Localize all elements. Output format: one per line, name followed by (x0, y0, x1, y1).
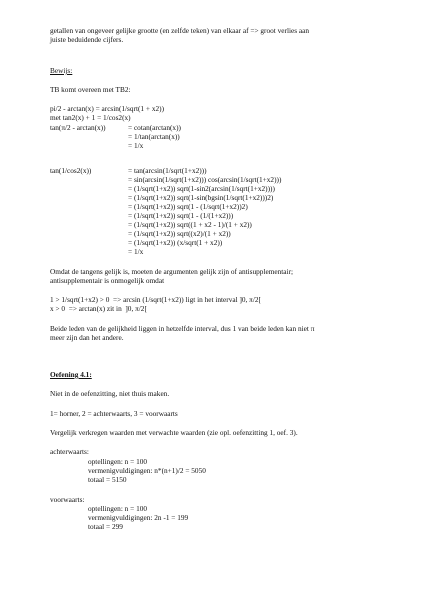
interval-line-2: x > 0 => arctan(x) zit in ]0, π/2[ (50, 304, 147, 313)
cos-block-step: = (1/sqrt(1+x2)) (x/sqrt(1 + x2)) (128, 238, 223, 247)
cos-block-step: = sin(arcsin(1/sqrt(1+x2))) cos(arcsin(1/sqrt(1+x2))) (128, 175, 282, 184)
intro-line-1: getallen van ongeveer gelijke grootte (en zelfde teken) van elkaar af => groot verlies aan (50, 26, 310, 35)
conclusion-line-1: Omdat de tangens gelijk is, moeten de argumenten gelijk zijn of antisupplementair; (50, 267, 294, 276)
achterwaarts-title: achterwaarts: (50, 447, 89, 456)
voorwaarts-item: totaal = 299 (88, 522, 123, 531)
both-sides-line-1: Beide leden van de gelijkheid liggen in hetzelfde interval, dus 1 van beide leden kan niet π (50, 324, 315, 333)
cos-block-step: = (1/sqrt(1+x2)) sqrt(1 - (1/sqrt(1+x2))2) (128, 202, 248, 211)
intro-line-2: juiste beduidende cijfers. (50, 35, 124, 44)
achterwaarts-item: totaal = 5150 (88, 475, 127, 484)
achterwaarts-item: vermenigvuldigingen: n*(n+1)/2 = 5050 (88, 466, 206, 475)
equation-identity: met tan2(x) + 1 = 1/cos2(x) (50, 113, 131, 122)
interval-line-1: 1 > 1/sqrt(1+x2) > 0 => arcsin (1/sqrt(1+x2)) ligt in het interval ]0, π/2[ (50, 295, 261, 304)
cos-block-step: = (1/sqrt(1+x2)) sqrt(1 - (1/(1+x2))) (128, 211, 234, 220)
cos-block-left: tan(1/cos2(x)) (50, 166, 92, 175)
cos-block-step: = (1/sqrt(1+x2)) sqrt(1-sin(bgsin(1/sqrt(1+x2)))2) (128, 193, 274, 202)
voorwaarts-title: voorwaarts: (50, 495, 85, 504)
achterwaarts-item: optellingen: n = 100 (88, 457, 148, 466)
cos-block-step: = (1/sqrt(1+x2)) sqrt((1 + x2 - 1)/(1 + x2)) (128, 220, 252, 229)
tan-block-step: = cotan(arctan(x)) (128, 123, 181, 132)
cos-block-step: = (1/sqrt(1+x2)) sqrt((x2)/(1 + x2)) (128, 229, 231, 238)
voorwaarts-item: vermenigvuldigingen: 2n -1 = 199 (88, 513, 189, 522)
exercise-note: Niet in de oefenzitting, niet thuis maken. (50, 389, 170, 398)
voorwaarts-item: optellingen: n = 100 (88, 504, 148, 513)
both-sides-line-2: meer zijn dan het andere. (50, 333, 124, 342)
cos-block-step: = tan(arcsin(1/sqrt(1+x2))) (128, 166, 207, 175)
cos-block-step: = (1/sqrt(1+x2)) sqrt(1-sin2(arcsin(1/sqrt(1+x2)))) (128, 184, 275, 193)
tan-block-step: = 1/tan(arctan(x)) (128, 132, 180, 141)
tan-block-step: = 1/x (128, 141, 144, 150)
exercise-compare: Vergelijk verkregen waarden met verwachte waarden (zie opl. oefenzitting 1, oef. 3). (50, 428, 298, 437)
equation-arcsin: pi/2 - arctan(x) = arcsin(1/sqrt(1 + x2)) (50, 104, 164, 113)
exercise-legend: 1= horner, 2 = achterwaarts, 3 = voorwaarts (50, 409, 178, 418)
exercise-heading: Oefening 4.1: (50, 370, 92, 379)
tb-statement: TB komt overeen met TB2: (50, 85, 131, 94)
conclusion-line-2: antisupplementair is onmogelijk omdat (50, 276, 165, 285)
cos-block-step: = 1/x (128, 247, 144, 256)
tan-block-left: tan(π/2 - arctan(x)) (50, 123, 106, 132)
proof-heading: Bewijs: (50, 66, 73, 75)
